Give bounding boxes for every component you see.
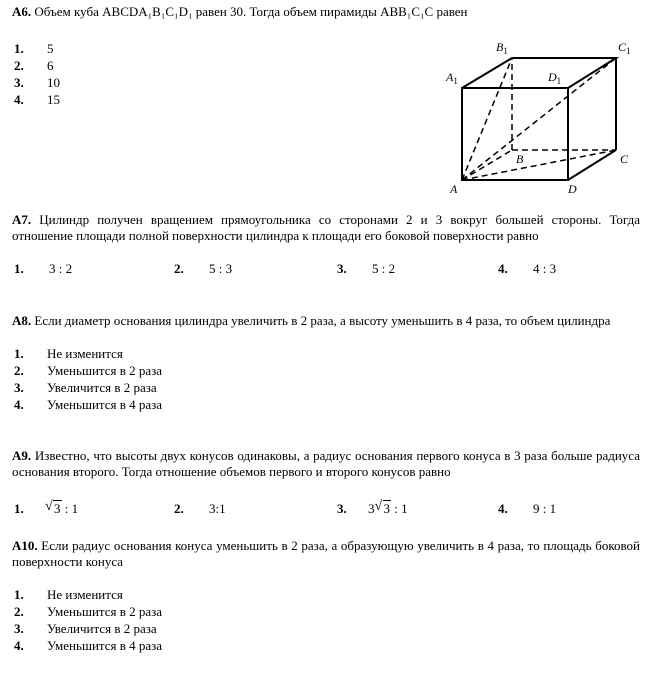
option-number: 3. xyxy=(14,75,24,90)
option-number: 2. xyxy=(174,501,184,516)
option-text: 4 : 3 xyxy=(533,261,557,276)
option-number: 1. xyxy=(14,587,24,602)
option-a9-1[interactable] xyxy=(14,499,79,517)
question-a10-body: Если радиус основания конуса уменьшить в 2 раза, а образующую увеличить в 4 раза, то площадь боковой поверхности конуса xyxy=(12,538,641,569)
question-a7-options xyxy=(12,261,640,279)
option-text: 15 xyxy=(47,92,60,107)
question-a10-options xyxy=(12,587,640,655)
question-a8-text xyxy=(12,313,640,329)
cube-figure xyxy=(440,36,640,198)
option-a9-4[interactable] xyxy=(498,501,557,517)
option-a10-1[interactable] xyxy=(12,587,640,604)
pyramid-edge-ab1 xyxy=(462,58,512,180)
option-text: Уменьшится в 2 раза xyxy=(47,363,163,378)
option-number: 3. xyxy=(14,621,24,636)
question-a8-label: А8. xyxy=(12,313,32,328)
option-a10-3[interactable] xyxy=(12,621,640,638)
vertex-a: A xyxy=(450,182,458,196)
option-number: 1. xyxy=(14,41,24,56)
question-a6-text xyxy=(12,4,640,20)
question-a6-label: А6. xyxy=(12,4,32,19)
question-a9-options xyxy=(12,501,640,519)
option-text: Уменьшится в 2 раза xyxy=(47,604,163,619)
option-text: 10 xyxy=(47,75,60,90)
vertex-a1: $A_1$ xyxy=(446,70,458,86)
option-text: 9 : 1 xyxy=(533,501,557,516)
option-number: 1. xyxy=(14,346,24,361)
option-a7-3[interactable] xyxy=(337,261,396,277)
vertex-d1: $D_1$ xyxy=(548,70,562,86)
question-a8 xyxy=(12,313,640,414)
question-a7 xyxy=(12,212,640,279)
option-a7-4[interactable] xyxy=(498,261,557,277)
option-a9-2[interactable] xyxy=(174,501,226,517)
question-a10-label: А10. xyxy=(12,538,38,553)
option-text: Не изменится xyxy=(47,587,123,602)
option-number: 3. xyxy=(337,261,347,276)
option-number: 2. xyxy=(14,58,24,73)
vertex-b1: $B_1$ xyxy=(496,40,508,56)
question-a7-body: Цилиндр получен вращением прямоугольника со сторонами 2 и 3 вокруг большей стороны. Тогда отношение площади полной поверхности цилиндра к площади его боковой поверхности равно xyxy=(12,212,641,243)
option-number: 1. xyxy=(14,501,24,516)
option-number: 3. xyxy=(14,380,24,395)
option-text: 5 : 3 xyxy=(209,261,233,276)
question-a9 xyxy=(12,448,640,519)
option-number: 4. xyxy=(14,397,24,412)
option-text: Уменьшится в 4 раза xyxy=(47,397,163,412)
question-a8-options xyxy=(12,346,640,414)
pyramid-edge-ac1 xyxy=(462,58,616,180)
sqrt-symbol: √ 3 xyxy=(45,499,61,516)
option-a8-3[interactable] xyxy=(12,380,640,397)
question-a10 xyxy=(12,538,640,655)
option-text: 5 : 2 xyxy=(372,261,396,276)
option-number: 4. xyxy=(14,92,24,107)
option-number: 4. xyxy=(498,501,508,516)
option-number: 4. xyxy=(498,261,508,276)
option-text: 3:1 xyxy=(209,501,226,516)
option-text: √ 3 : 1 xyxy=(45,499,79,516)
sqrt-symbol: √ 3 xyxy=(374,499,390,516)
option-text: 3 √ 3 : 1 xyxy=(368,499,408,516)
vertex-c1: $C_1$ xyxy=(618,40,631,56)
question-a6-body: Объем куба ABCDA₁B₁C₁D₁ равен 30. Тогда объем пирамиды ABB₁C₁C равен xyxy=(34,4,468,19)
vertex-b: B xyxy=(516,152,524,166)
option-text: Увеличится в 2 раза xyxy=(47,621,157,636)
option-number: 2. xyxy=(14,604,24,619)
option-a7-2[interactable] xyxy=(174,261,233,277)
option-text: 3 : 2 xyxy=(49,261,73,276)
option-a8-2[interactable] xyxy=(12,363,640,380)
option-a8-1[interactable] xyxy=(12,346,640,363)
question-a9-text xyxy=(12,448,640,480)
option-text: Уменьшится в 4 раза xyxy=(47,638,163,653)
question-a10-text xyxy=(12,538,640,570)
question-a7-label: А7. xyxy=(12,212,32,227)
option-a8-4[interactable] xyxy=(12,397,640,414)
cube-top-edges xyxy=(462,58,616,88)
option-number: 2. xyxy=(174,261,184,276)
option-text: 5 xyxy=(47,41,54,56)
option-a7-1[interactable] xyxy=(14,261,73,277)
question-a9-label: А9. xyxy=(12,448,32,463)
option-number: 4. xyxy=(14,638,24,653)
vertex-c: C xyxy=(620,152,629,166)
question-a8-body: Если диаметр основания цилиндра увеличить в 2 раза, а высоту уменьшить в 4 раза, то объем цилиндра xyxy=(34,313,611,328)
vertex-d: D xyxy=(568,182,577,196)
option-a10-2[interactable] xyxy=(12,604,640,621)
option-text: Не изменится xyxy=(47,346,123,361)
option-a9-3[interactable] xyxy=(337,499,408,517)
option-text: 6 xyxy=(47,58,54,73)
option-number: 3. xyxy=(337,501,347,516)
option-text: Увеличится в 2 раза xyxy=(47,380,157,395)
option-number: 2. xyxy=(14,363,24,378)
cube-front-face xyxy=(462,88,568,180)
option-a10-4[interactable] xyxy=(12,638,640,655)
question-a9-body: Известно, что высоты двух конусов одинаковы, а радиус основания первого конуса в 3 раза больше радиуса основания второго. Тогда отношение объемов первого и второго конусов равно xyxy=(12,448,640,479)
option-number: 1. xyxy=(14,261,24,276)
question-a7-text xyxy=(12,212,640,244)
